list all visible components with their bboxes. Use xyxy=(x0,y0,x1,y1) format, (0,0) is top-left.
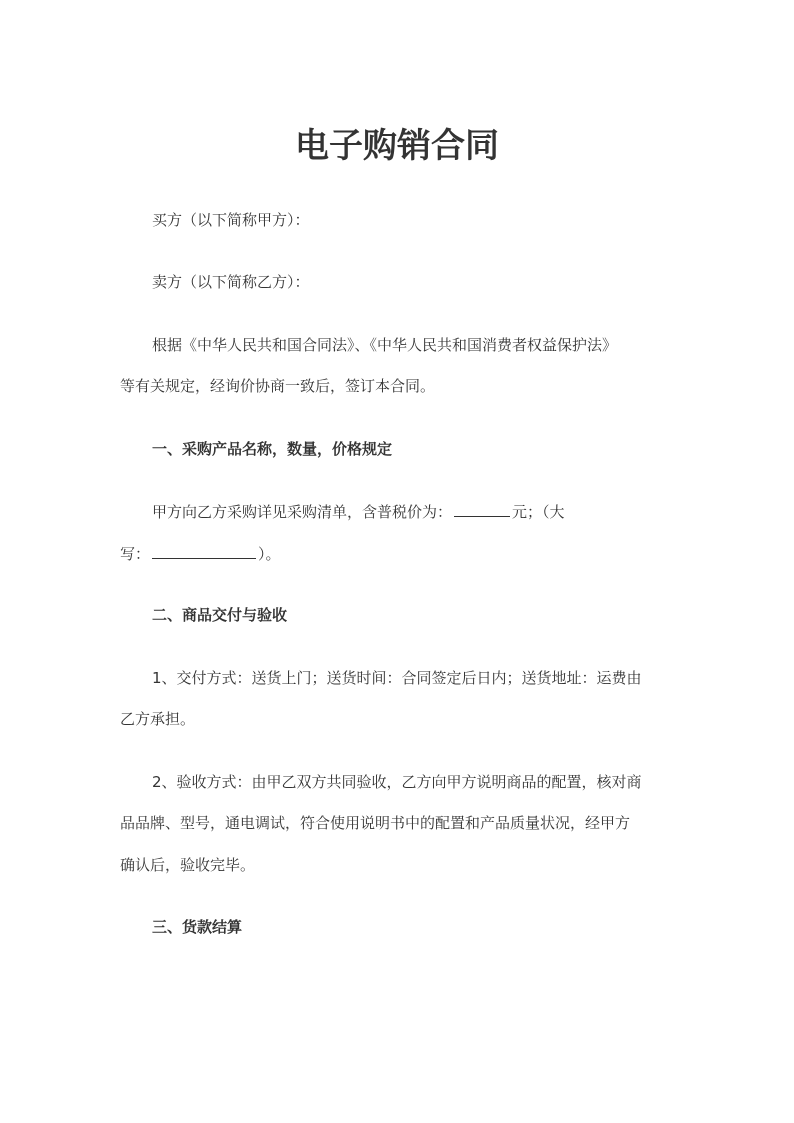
price-suffix: 元；（大 xyxy=(512,503,565,521)
seller-label: 卖方（以下简称乙方）： xyxy=(152,273,310,291)
basis-line-2: 等有关规定，经询价协商一致后，签订本合同。 xyxy=(120,377,436,395)
section-1-heading: 一、采购产品名称，数量，价格规定 xyxy=(152,440,393,458)
acceptance-line-1: 2、验收方式：由甲乙双方共同验收，乙方向甲方说明商品的配置，核对商 xyxy=(152,773,642,791)
document-title: 电子购销合同 xyxy=(295,126,499,166)
basis-line-1: 根据《中华人民共和国合同法》、《中华人民共和国消费者权益保护法》 xyxy=(152,336,618,354)
amount-words-blank[interactable] xyxy=(152,542,256,559)
section-1-line-2 xyxy=(120,542,281,565)
buyer-label: 买方（以下简称甲方）： xyxy=(152,211,310,229)
section-1-line-1 xyxy=(152,500,565,523)
amount-words-suffix: ）。 xyxy=(258,545,281,563)
section-3-heading: 三、货款结算 xyxy=(152,918,243,936)
amount-words-label: 写： xyxy=(120,545,151,563)
section-2-heading: 二、商品交付与验收 xyxy=(152,606,288,624)
price-blank[interactable] xyxy=(454,500,510,517)
acceptance-line-3: 确认后，验收完毕。 xyxy=(120,856,256,874)
delivery-line-1: 1、交付方式：送货上门；送货时间：合同签定后日内；送货地址：运费由 xyxy=(152,669,642,687)
acceptance-line-2: 品品牌、型号，通电调试，符合使用说明书中的配置和产品质量状况，经甲方 xyxy=(120,814,631,832)
delivery-line-2: 乙方承担。 xyxy=(120,710,196,728)
price-label: 甲方向乙方采购详见采购清单，含普税价为： xyxy=(152,503,453,521)
